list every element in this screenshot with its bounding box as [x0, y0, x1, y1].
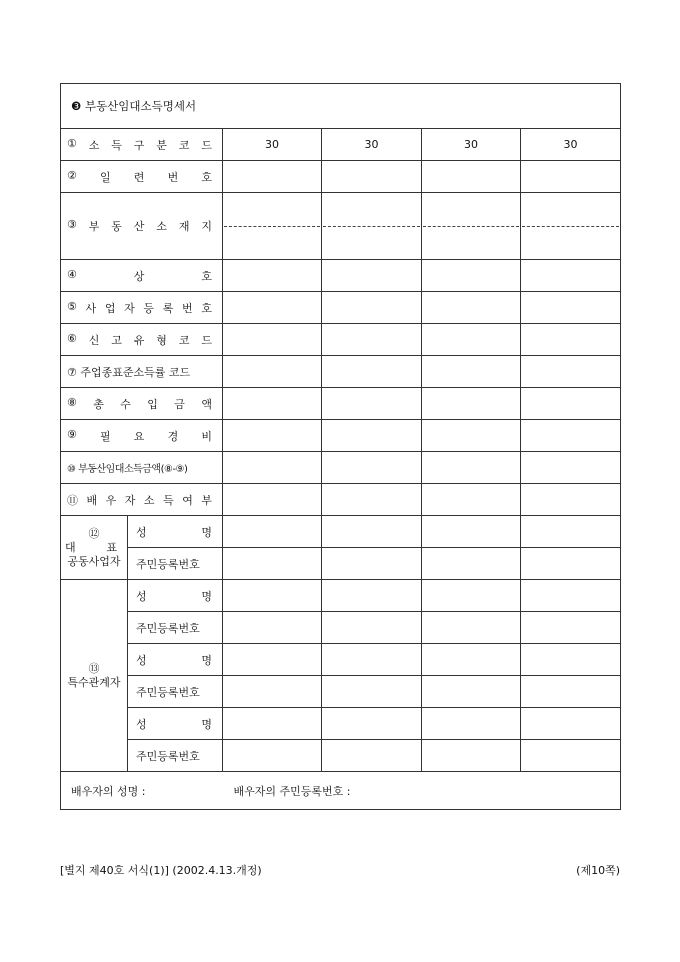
label-char: 성: [136, 717, 147, 731]
label-char: ⑤: [67, 299, 77, 313]
label-char: 신: [88, 333, 100, 347]
label-text: ⑩ 부동산임대소득금액(⑧-⑨): [67, 464, 188, 475]
label-char: 업: [104, 301, 116, 315]
label-char: ③: [67, 218, 77, 231]
related-cell[interactable]: [422, 644, 521, 676]
expenses-cell-4[interactable]: [521, 420, 621, 452]
rental-income-label: [61, 452, 223, 484]
co-business-group-label: [61, 516, 128, 580]
label-char: 부: [201, 493, 212, 507]
row-co-business-id: [61, 548, 621, 580]
dashed-divider: [423, 226, 519, 227]
related-cell[interactable]: [223, 708, 322, 740]
label-text: 주민등록번호: [136, 557, 200, 571]
related-id-label: [128, 676, 223, 708]
row-serial: [61, 161, 621, 193]
label-text: ⑦ 주업종표준소득률 코드: [67, 365, 191, 379]
label-text: [128, 588, 222, 604]
related-label: 특수관계자: [67, 675, 121, 689]
total-income-cell-2[interactable]: [322, 388, 422, 420]
co-business-name-cell-1[interactable]: [223, 516, 322, 548]
label-char: 호: [201, 301, 212, 315]
label-char: 지: [201, 220, 212, 233]
label-char: 드: [201, 138, 212, 152]
label-char: 배: [86, 493, 98, 507]
related-cell[interactable]: [322, 644, 422, 676]
label-text: [61, 169, 222, 185]
expenses-cell-3[interactable]: [422, 420, 521, 452]
rental-income-cell-4[interactable]: [521, 452, 621, 484]
label-char: 구: [133, 138, 145, 152]
report-type-cell-2[interactable]: [322, 324, 422, 356]
label-char: 필: [100, 429, 111, 443]
report-type-cell-4[interactable]: [521, 324, 621, 356]
label-char: 고: [111, 333, 122, 347]
column-code-4: 30: [521, 129, 621, 161]
co-business-label: 공동사업자: [67, 554, 121, 568]
related-id-label: [128, 612, 223, 644]
row-expenses: [61, 420, 621, 452]
income-code-label: [61, 129, 223, 161]
label-char: 번: [167, 170, 179, 184]
related-cell[interactable]: [422, 580, 521, 612]
co-business-id-cell-4[interactable]: [521, 548, 621, 580]
label-char: ⑥: [67, 331, 77, 345]
row-income-code: [61, 129, 621, 161]
location-cell-3[interactable]: [422, 193, 521, 260]
total-income-cell-4[interactable]: [521, 388, 621, 420]
label-char: 유: [133, 333, 145, 347]
label-text: [61, 300, 222, 316]
co-business-name-cell-3[interactable]: [422, 516, 521, 548]
serial-cell-2[interactable]: [322, 161, 422, 193]
industry-code-label: [61, 356, 223, 388]
related-cell[interactable]: [521, 676, 621, 708]
label-char: 번: [182, 301, 193, 315]
dashed-divider: [522, 226, 619, 227]
label-char: 부: [88, 220, 100, 233]
related-cell[interactable]: [422, 676, 521, 708]
label-char: 득: [163, 493, 174, 507]
label-char: 산: [133, 220, 145, 233]
related-cell[interactable]: [322, 676, 422, 708]
location-label: [61, 193, 223, 260]
trade-name-cell-2[interactable]: [322, 260, 422, 292]
related-name-label: [128, 580, 223, 612]
label-char: 재: [178, 220, 190, 233]
row-related-id-1: [61, 612, 621, 644]
total-income-cell-1[interactable]: [223, 388, 322, 420]
related-cell[interactable]: [422, 612, 521, 644]
industry-code-cell-1[interactable]: [223, 356, 322, 388]
co-business-number: ⑫: [88, 526, 100, 540]
label-text: [61, 268, 222, 284]
rental-income-cell-2[interactable]: [322, 452, 422, 484]
trade-name-cell-4[interactable]: [521, 260, 621, 292]
label-text: [61, 137, 222, 153]
label-char: 명: [201, 525, 212, 539]
label-char: 명: [201, 717, 212, 731]
label-char: ④: [67, 267, 77, 281]
label-char: 득: [111, 138, 122, 152]
location-cell-1[interactable]: [223, 193, 322, 260]
expenses-label: [61, 420, 223, 452]
co-business-name-cell-4[interactable]: [521, 516, 621, 548]
label-char: 형: [156, 333, 167, 347]
related-cell[interactable]: [223, 676, 322, 708]
biz-reg-label: [61, 292, 223, 324]
trade-name-cell-1[interactable]: [223, 260, 322, 292]
row-related-name-2: [61, 644, 621, 676]
label-char: 코: [178, 333, 190, 347]
label-char: 경: [167, 429, 179, 443]
serial-cell-4[interactable]: [521, 161, 621, 193]
related-cell[interactable]: [322, 580, 422, 612]
co-business-id-cell-2[interactable]: [322, 548, 422, 580]
industry-code-cell-2[interactable]: [322, 356, 422, 388]
row-co-business-name: [61, 516, 621, 548]
label-char: ⑧: [67, 395, 77, 409]
co-business-name-cell-2[interactable]: [322, 516, 422, 548]
related-cell[interactable]: [322, 612, 422, 644]
label-char: 코: [178, 138, 190, 152]
related-cell[interactable]: [223, 612, 322, 644]
related-cell[interactable]: [223, 740, 322, 772]
spouse-flag-cell-3[interactable]: [422, 484, 521, 516]
label-char: 요: [133, 429, 145, 443]
label-text: [61, 396, 222, 412]
label-char: 총: [93, 397, 104, 411]
label-char: 성: [136, 653, 147, 667]
label-char: 성: [136, 525, 147, 539]
label-char: 소: [156, 220, 167, 233]
report-type-label: [61, 324, 223, 356]
report-type-cell-1[interactable]: [223, 324, 322, 356]
label-char: ⑪: [67, 493, 78, 507]
page-number: (제10쪽): [576, 864, 620, 877]
related-cell[interactable]: [223, 580, 322, 612]
biz-reg-cell-4[interactable]: [521, 292, 621, 324]
related-cell[interactable]: [322, 708, 422, 740]
spouse-info-cell: [61, 772, 621, 810]
label-char: 자: [124, 301, 135, 315]
label-text: [61, 218, 222, 234]
serial-label: [61, 161, 223, 193]
row-spouse-info: [61, 772, 621, 810]
label-text: [61, 332, 222, 348]
label-char: 표: [106, 540, 117, 554]
column-code-2: 30: [322, 129, 422, 161]
label-text: [61, 428, 222, 444]
row-trade-name: [61, 260, 621, 292]
label-text: [128, 524, 222, 540]
trade-name-cell-3[interactable]: [422, 260, 521, 292]
row-related-name-3: [61, 708, 621, 740]
related-cell[interactable]: [521, 644, 621, 676]
label-char: ①: [67, 136, 77, 150]
row-report-type: [61, 324, 621, 356]
co-business-name-label: [128, 516, 223, 548]
label-text: [128, 652, 222, 668]
row-rental-income: [61, 452, 621, 484]
form-footnote: [60, 862, 620, 878]
biz-reg-cell-2[interactable]: [322, 292, 422, 324]
co-business-id-cell-3[interactable]: [422, 548, 521, 580]
label-char: 소: [88, 138, 100, 152]
label-char: 명: [201, 653, 212, 667]
related-cell[interactable]: [521, 612, 621, 644]
expenses-cell-1[interactable]: [223, 420, 322, 452]
industry-code-cell-3[interactable]: [422, 356, 521, 388]
total-income-cell-3[interactable]: [422, 388, 521, 420]
serial-cell-3[interactable]: [422, 161, 521, 193]
rental-income-cell-3[interactable]: [422, 452, 521, 484]
location-cell-4[interactable]: [521, 193, 621, 260]
spouse-flag-cell-2[interactable]: [322, 484, 422, 516]
label-char: 동: [111, 220, 122, 233]
related-id-label: [128, 740, 223, 772]
spouse-flag-cell-1[interactable]: [223, 484, 322, 516]
row-spouse-flag: [61, 484, 621, 516]
related-cell[interactable]: [322, 740, 422, 772]
industry-code-cell-4[interactable]: [521, 356, 621, 388]
dashed-divider: [224, 226, 320, 227]
label-char: 호: [201, 170, 212, 184]
label-text: 주민등록번호: [136, 749, 200, 763]
label-char: 련: [133, 170, 145, 184]
label-char: 록: [162, 301, 174, 315]
spouse-name-label: 배우자의 성명 :: [71, 784, 146, 798]
label-char: 여: [182, 493, 193, 507]
related-cell[interactable]: [223, 644, 322, 676]
label-char: 상: [133, 269, 145, 283]
label-char: 드: [201, 333, 212, 347]
column-code-1: 30: [223, 129, 322, 161]
label-text: 주민등록번호: [136, 621, 200, 635]
label-char: 자: [124, 493, 136, 507]
form-title: ❸ 부동산임대소득명세서: [61, 84, 621, 129]
row-location: [61, 193, 621, 260]
related-cell[interactable]: [422, 740, 521, 772]
column-code-3: 30: [422, 129, 521, 161]
total-income-label: [61, 388, 223, 420]
label-char: ⑨: [67, 427, 77, 441]
rental-income-statement-table: [60, 83, 621, 810]
label-char: 금: [174, 397, 185, 411]
row-total-income: [61, 388, 621, 420]
label-char: 액: [201, 397, 212, 411]
row-related-id-2: [61, 676, 621, 708]
label-char: 비: [201, 429, 212, 443]
label-text: [61, 492, 222, 508]
related-cell[interactable]: [521, 740, 621, 772]
label-char: 사: [85, 301, 97, 315]
label-char: 입: [147, 397, 158, 411]
label-char: ②: [67, 168, 77, 182]
label-char: 소: [143, 493, 155, 507]
report-type-cell-3[interactable]: [422, 324, 521, 356]
row-related-name-1: [61, 580, 621, 612]
spouse-flag-cell-4[interactable]: [521, 484, 621, 516]
label-char: 호: [201, 269, 212, 283]
label-char: 대: [65, 540, 76, 554]
serial-cell-1[interactable]: [223, 161, 322, 193]
related-cell[interactable]: [422, 708, 521, 740]
biz-reg-cell-3[interactable]: [422, 292, 521, 324]
label-text: 주민등록번호: [136, 685, 200, 699]
row-industry-code: [61, 356, 621, 388]
related-cell[interactable]: [521, 580, 621, 612]
label-char: 등: [143, 301, 155, 315]
row-related-id-3: [61, 740, 621, 772]
label-char: 일: [100, 170, 111, 184]
biz-reg-cell-1[interactable]: [223, 292, 322, 324]
label-text: [128, 716, 222, 732]
related-group-label: [61, 580, 128, 772]
co-business-label-row: [61, 541, 127, 555]
related-number: ⑬: [88, 661, 100, 675]
label-char: 명: [201, 589, 212, 603]
form-reference: [별지 제40호 서식(1)] (2002.4.13.개정): [60, 864, 262, 877]
dashed-divider: [323, 226, 420, 227]
label-char: 성: [136, 589, 147, 603]
related-name-label: [128, 708, 223, 740]
spouse-id-label: 배우자의 주민등록번호 :: [233, 784, 351, 798]
related-name-label: [128, 644, 223, 676]
spouse-flag-label: [61, 484, 223, 516]
row-biz-reg: [61, 292, 621, 324]
expenses-cell-2[interactable]: [322, 420, 422, 452]
related-cell[interactable]: [521, 708, 621, 740]
rental-income-cell-1[interactable]: [223, 452, 322, 484]
label-char: 수: [120, 397, 131, 411]
co-business-id-label: [128, 548, 223, 580]
label-char: 우: [105, 493, 117, 507]
location-cell-2[interactable]: [322, 193, 422, 260]
label-char: 분: [156, 138, 167, 152]
trade-name-label: [61, 260, 223, 292]
co-business-id-cell-1[interactable]: [223, 548, 322, 580]
